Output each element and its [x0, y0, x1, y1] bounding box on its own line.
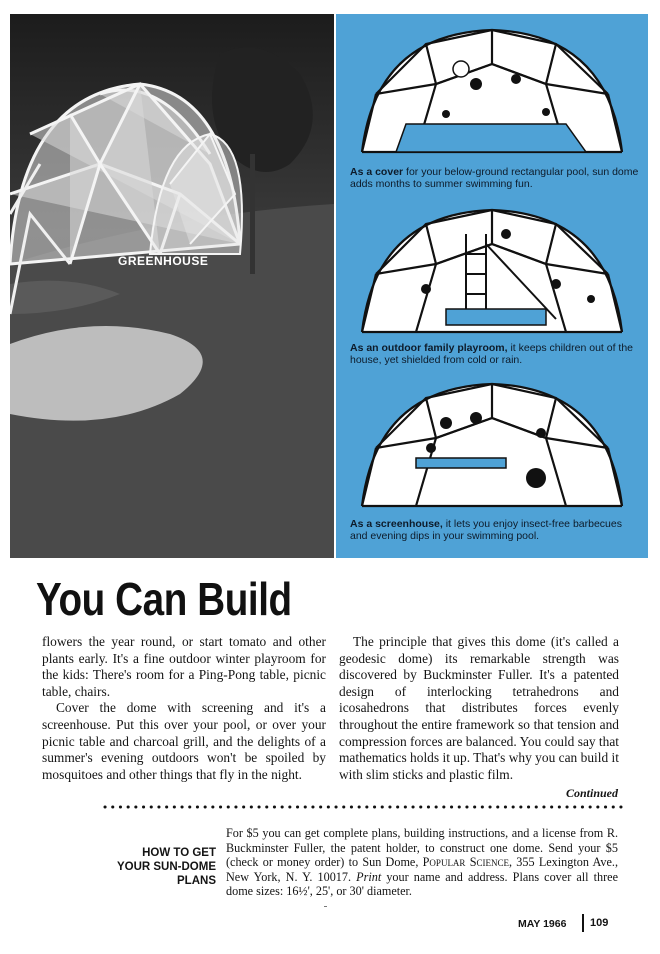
- plans-text: For $5 you can get complete plans, building instructions, and a license from R. Buckminster Fuller, the patent holder, to construct one dome. Send your $5 (check or money order) to Sun Dome, Popular Science, 355 Lexington Ave., New York, N. Y. 10017. Print your name and address. Plans cover all three dome sizes: 16½', 25', or 30' diameter.: [226, 826, 618, 899]
- page-number: 109: [590, 917, 609, 929]
- body-paragraph: Cover the dome with screening and it's a screenhouse. Put this over your pool, or over your picnic table and charcoal grill, and the delights of a summer's evening outdoors won't be spoiled by mosquitoes and other things that fly in the night.: [42, 700, 326, 782]
- dotted-divider: [102, 803, 626, 811]
- plans-heading: HOW TO GET YOUR SUN-DOME PLANS: [116, 847, 216, 887]
- pool-dome-illustration: [356, 24, 628, 164]
- playroom-dome-illustration: [356, 204, 628, 344]
- caption-screenhouse: As a screenhouse, it lets you enjoy insect-free barbecues and evening dips in your swimming pool.: [350, 518, 622, 542]
- photo-label: GREENHOUSE: [118, 254, 209, 268]
- caption-playroom: As an outdoor family playroom, it keeps children out of the house, yet shielded from cold or rain.: [350, 342, 634, 366]
- article-headline: You Can Build: [36, 573, 292, 625]
- body-column-left: [42, 634, 326, 783]
- screenhouse-dome-illustration: [356, 378, 628, 518]
- greenhouse-photo: [10, 14, 334, 558]
- small-mark: [324, 906, 327, 907]
- continued-label: Continued: [565, 786, 618, 800]
- body-paragraph: flowers the year round, or start tomato and other plants early. It's a fine outdoor winter playroom for the kids: There's room for a Ping-Pong table, picnic table, chairs.: [42, 634, 326, 699]
- body-paragraph: The principle that gives this dome (it's called a geodesic dome) its remarkable strength was discovered by Buckminster Fuller. It's a patented design of interlocking tetrahedrons and icosahedrons that distributes forces evenly throughout the entire framework so that tension and compression forces are balanced. You could say that mathematics holds it up. That's why you can build it with slim sticks and plastic film.: [339, 634, 620, 782]
- caption-pool: As a cover for your below-ground rectangular pool, sun dome adds months to summer swimming fun.: [350, 166, 639, 190]
- body-column-right: [339, 634, 619, 783]
- issue-date: MAY 1966: [518, 918, 567, 930]
- footer-divider: [582, 914, 584, 932]
- illustration-panel: [336, 14, 648, 558]
